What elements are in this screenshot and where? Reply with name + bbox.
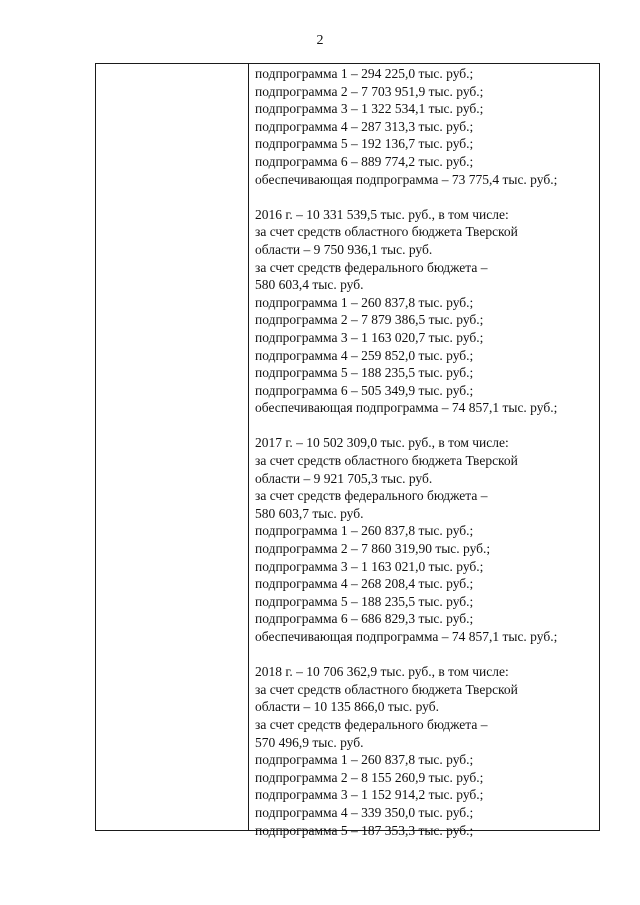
text-line: 580 603,7 тыс. руб. [255,505,364,521]
text-line: за счет средств федерального бюджета – [255,716,488,732]
text-line: подпрограмма 3 – 1 322 534,1 тыс. руб.; [255,101,484,117]
text-line: подпрограмма 6 – 505 349,9 тыс. руб.; [255,382,474,398]
funding-table [95,63,600,838]
text-line: подпрограмма 2 – 7 703 951,9 тыс. руб.; [255,83,484,99]
text-line: за счет средств областного бюджета Тверской [255,224,518,240]
page-number: 2 [316,33,324,48]
text-line: области – 10 135 866,0 тыс. руб. [255,699,439,715]
text-line: обеспечивающая подпрограмма – 73 775,4 тыс. руб.; [255,171,558,187]
text-line: обеспечивающая подпрограмма – 74 857,1 тыс. руб.; [255,400,558,416]
text-line: 2017 г. – 10 502 309,0 тыс. руб., в том числе: [255,435,509,451]
text-line: обеспечивающая подпрограмма – 74 857,1 тыс. руб.; [255,629,558,644]
block-spacer [255,646,599,664]
text-line: за счет средств федерального бюджета – [255,488,488,504]
block-spacer [255,417,599,435]
text-line: подпрограмма 4 – 287 313,3 тыс. руб.; [255,118,474,134]
text-line: подпрограмма 6 – 889 774,2 тыс. руб.; [255,153,474,169]
text-line: подпрограмма 2 – 7 879 386,5 тыс. руб.; [255,312,484,328]
text-line: области – 9 750 936,1 тыс. руб. [255,241,433,257]
text-line: подпрограмма 6 – 686 829,3 тыс. руб.; [255,611,474,627]
text-line: за счет средств федерального бюджета – [255,259,488,275]
text-line: подпрограмма 4 – 339 350,0 тыс. руб.; [255,804,474,820]
text-line: подпрограмма 1 – 260 837,8 тыс. руб.; [255,294,474,310]
text-line: подпрограмма 5 – 192 136,7 тыс. руб.; [255,136,474,152]
text-line: за счет средств областного бюджета Тверской [255,453,518,469]
block-spacer [255,188,599,206]
text-line: подпрограмма 3 – 1 152 914,2 тыс. руб.; [255,787,484,803]
text-line: подпрограмма 4 – 259 852,0 тыс. руб.; [255,347,474,363]
text-line: 570 496,9 тыс. руб. [255,734,364,750]
text-line: за счет средств областного бюджета Тверской [255,681,518,697]
text-line: подпрограмма 4 – 268 208,4 тыс. руб.; [255,576,474,592]
text-line: 580 603,4 тыс. руб. [255,277,364,293]
text-line: области – 9 921 705,3 тыс. руб. [255,470,433,486]
text-line: подпрограмма 3 – 1 163 021,0 тыс. руб.; [255,558,484,574]
text-line: подпрограмма 2 – 8 155 260,9 тыс. руб.; [255,769,484,785]
text-line: 2018 г. – 10 706 362,9 тыс. руб., в том числе: [255,664,509,680]
text-line: подпрограмма 5 – 188 235,5 тыс. руб.; [255,365,474,381]
right-cell-content [255,65,599,839]
text-line: подпрограмма 2 – 7 860 319,90 тыс. руб.; [255,541,491,557]
column-divider [248,64,249,830]
text-line: подпрограмма 1 – 260 837,8 тыс. руб.; [255,752,474,768]
text-line: подпрограмма 1 – 294 225,0 тыс. руб.; [255,66,474,81]
text-line: 2016 г. – 10 331 539,5 тыс. руб., в том числе: [255,206,509,222]
text-line: подпрограмма 3 – 1 163 020,7 тыс. руб.; [255,329,484,345]
text-line: подпрограмма 5 – 188 235,5 тыс. руб.; [255,593,474,609]
text-line: подпрограмма 1 – 260 837,8 тыс. руб.; [255,523,474,539]
text-line: подпрограмма 5 – 187 353,3 тыс. руб.; [255,822,474,838]
